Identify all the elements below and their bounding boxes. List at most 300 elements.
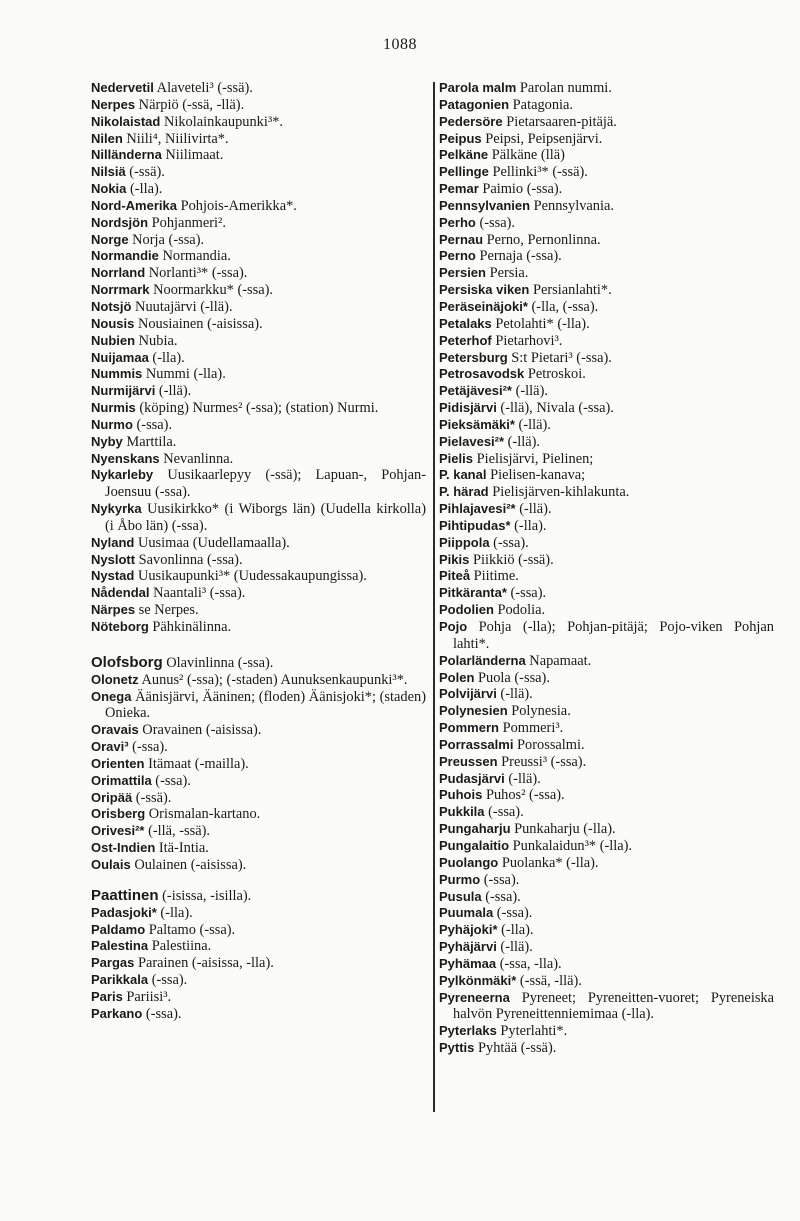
dictionary-entry	[91, 80, 426, 97]
entry-translation: (-ssa).	[493, 905, 533, 922]
entry-translation: Puhos² (-ssa).	[482, 787, 565, 804]
entry-headword: Perho	[439, 214, 476, 230]
entry-translation: Piikkiö (-ssä).	[469, 551, 554, 568]
entry-translation: Puola (-ssa).	[474, 669, 550, 686]
dictionary-entry	[439, 905, 774, 922]
entry-translation: Marttila.	[122, 433, 177, 450]
dictionary-entry	[439, 568, 774, 585]
entry-headword: Puolango	[439, 854, 499, 870]
dictionary-entry	[439, 737, 774, 754]
entry-translation: (-ssa).	[489, 534, 529, 551]
entry-headword: Olonetz	[91, 671, 139, 687]
dictionary-entry	[439, 97, 774, 114]
entry-headword: Petalaks	[439, 315, 492, 331]
dictionary-entry	[439, 720, 774, 737]
entry-translation: Paimio (-ssa).	[478, 181, 563, 198]
entry-headword: Normandie	[91, 248, 159, 264]
entry-headword: Polynesien	[439, 703, 508, 719]
entry-headword: Preussen	[439, 753, 498, 769]
dictionary-entry	[439, 686, 774, 703]
entry-translation: Petroskoi.	[524, 366, 586, 383]
dictionary-entry	[91, 857, 426, 874]
entry-translation: (-isissa, -isilla).	[158, 887, 252, 904]
entry-translation: (-llä).	[504, 433, 541, 450]
entry-translation: Olavinlinna (-ssa).	[162, 654, 274, 671]
entry-translation: (-ssa).	[128, 739, 168, 756]
entry-translation: Niili⁴, Niilivirta*.	[122, 130, 229, 147]
entry-translation: (-ssä, -llä).	[516, 972, 582, 989]
entry-translation: Nummi (-lla).	[142, 366, 226, 383]
entry-translation: Punkalaidun³* (-lla).	[509, 837, 633, 854]
dictionary-entry	[91, 366, 426, 383]
entry-headword: Orivesi²*	[91, 823, 145, 839]
entry-translation: Orismalan-kartano.	[145, 806, 261, 823]
dictionary-entry	[91, 773, 426, 790]
entry-translation: (-llä, -ssä).	[144, 823, 211, 840]
entry-headword: Pusula	[439, 888, 482, 904]
entry-translation: (-ssa, -lla).	[496, 955, 562, 972]
entry-translation: Pellinki³* (-ssä).	[488, 164, 588, 181]
entry-translation: (-ssa).	[475, 214, 516, 231]
entry-headword: Pyttis	[439, 1040, 475, 1056]
entry-translation: Itä-Intia.	[155, 840, 209, 857]
entry-headword: Petäjävesi²*	[439, 383, 512, 399]
dictionary-entry	[91, 417, 426, 434]
dictionary-entry	[91, 383, 426, 400]
entry-translation: Podolia.	[493, 602, 546, 619]
dictionary-entry	[439, 804, 774, 821]
dictionary-entry	[439, 299, 774, 316]
dictionary-entry	[91, 164, 426, 181]
right-column	[439, 80, 774, 1057]
entry-translation: (-ssa).	[484, 804, 524, 821]
entry-headword: Nedervetil	[91, 80, 154, 95]
entry-translation: Uusimaa (Uudellamaalla).	[134, 534, 290, 551]
entry-translation: Nousiainen (-aisissa).	[134, 315, 263, 332]
entry-headword: Pukkila	[439, 804, 485, 820]
dictionary-entry	[439, 754, 774, 771]
entry-translation: Pariisi³.	[122, 988, 172, 1005]
dictionary-entry	[439, 838, 774, 855]
entry-headword: Pojo	[439, 619, 468, 634]
dictionary-entry	[91, 938, 426, 955]
entry-headword: Padasjoki*	[91, 904, 157, 920]
entry-headword: Nyenskans	[91, 450, 160, 466]
dictionary-entry	[91, 790, 426, 807]
dictionary-entry	[91, 840, 426, 857]
entry-translation: Oulainen (-aisissa).	[130, 856, 247, 873]
entry-translation: Peipsi, Peipsenjärvi.	[481, 130, 603, 147]
dictionary-entry	[439, 147, 774, 164]
dictionary-entry	[91, 467, 426, 501]
entry-translation: Pyhtää (-ssä).	[474, 1040, 557, 1057]
dictionary-entry	[91, 147, 426, 164]
entry-headword: Peterhof	[439, 332, 492, 348]
dictionary-entry	[91, 451, 426, 468]
dictionary-entry	[439, 1023, 774, 1040]
entry-headword: Pylkönmäki*	[439, 972, 517, 988]
entry-translation: (-llä).	[514, 416, 551, 433]
entry-translation: Pommeri³.	[498, 720, 564, 737]
entry-headword: Pieksämäki*	[439, 416, 515, 432]
entry-headword: Nykarleby	[91, 467, 154, 483]
entry-headword: Pelkäne	[439, 147, 489, 163]
entry-headword: Orienten	[91, 755, 145, 771]
entry-headword: Pyhäjoki*	[439, 922, 498, 938]
entry-translation: (-lla).	[126, 181, 163, 198]
dictionary-entry	[439, 316, 774, 333]
entry-headword: Parikkala	[91, 972, 149, 988]
entry-headword: Pungaharju	[439, 821, 511, 837]
entry-headword: Paris	[91, 988, 123, 1004]
entry-translation: Porossalmi.	[513, 736, 585, 753]
dictionary-entry	[91, 756, 426, 773]
dictionary-entry	[439, 383, 774, 400]
entry-translation: Parainen (-aisissa, -lla).	[134, 955, 274, 972]
entry-translation: Itämaat (-mailla).	[144, 755, 249, 772]
entry-headword: Piteå	[439, 568, 471, 584]
entry-headword: Nubien	[91, 332, 136, 348]
entry-headword: Onega	[91, 688, 132, 704]
dictionary-entry	[439, 417, 774, 434]
entry-translation: (-lla).	[156, 904, 193, 921]
dictionary-entry	[439, 265, 774, 282]
entry-headword: Nykyrka	[91, 501, 142, 517]
entry-translation: (-llä), Nivala (-ssa).	[496, 400, 614, 417]
entry-translation: Nuutajärvi (-llä).	[131, 298, 233, 315]
entry-headword: Norge	[91, 231, 129, 247]
dictionary-entry	[439, 484, 774, 501]
dictionary-entry	[91, 689, 426, 723]
entry-translation: Uusikaupunki³* (Uudessakaupungissa).	[134, 568, 367, 585]
entry-headword: Pargas	[91, 955, 135, 971]
entry-headword: Pyreneerna	[439, 989, 510, 1005]
entry-headword: Petrosavodsk	[439, 366, 525, 382]
entry-translation: Pohjois-Amerikka*.	[176, 197, 297, 214]
entry-headword: Nilsiä	[91, 164, 126, 180]
dictionary-entry	[439, 248, 774, 265]
dictionary-entry	[91, 282, 426, 299]
entry-headword: Pihlajavesi²*	[439, 501, 516, 517]
entry-translation: (-lla).	[148, 349, 185, 366]
entry-translation: Pielisen-kanava;	[486, 467, 586, 484]
entry-headword: Polvijärvi	[439, 686, 497, 702]
dictionary-entry	[439, 451, 774, 468]
entry-headword: Pikis	[439, 551, 470, 567]
dictionary-entry	[439, 215, 774, 232]
entry-headword: P. kanal	[439, 467, 487, 483]
dictionary-entry	[439, 619, 774, 653]
entry-translation: Uusikirkko* (i Wiborgs län) (Uudella kirkolla) (i Åbo län) (-ssa).	[105, 501, 426, 534]
dictionary-entry	[91, 316, 426, 333]
entry-headword: Pemar	[439, 181, 479, 197]
dictionary-entry	[91, 552, 426, 569]
dictionary-entry	[439, 585, 774, 602]
dictionary-entry	[439, 350, 774, 367]
dictionary-entry	[439, 467, 774, 484]
dictionary-entry	[439, 872, 774, 889]
entry-translation: Oravainen (-aisissa).	[138, 722, 262, 739]
dictionary-entry	[439, 653, 774, 670]
dictionary-entry	[439, 501, 774, 518]
entry-headword: Peräseinäjoki*	[439, 298, 528, 314]
dictionary-entry	[91, 400, 426, 417]
entry-translation: Normandia.	[158, 248, 231, 265]
dictionary-entry	[91, 806, 426, 823]
entry-headword: Pudasjärvi	[439, 770, 505, 786]
entry-translation: Nikolainkaupunki³*.	[160, 113, 283, 130]
entry-headword: Nuijamaa	[91, 349, 149, 365]
dictionary-entry	[91, 585, 426, 602]
entry-headword: Puhois	[439, 787, 483, 803]
entry-headword: Närpes	[91, 602, 136, 618]
entry-translation: Pernaja (-ssa).	[475, 248, 562, 265]
entry-translation: Pielisjärven-kihlakunta.	[488, 484, 630, 501]
entry-headword: Pidisjärvi	[439, 400, 497, 416]
dictionary-entry	[439, 1040, 774, 1057]
dictionary-entry	[91, 888, 426, 905]
entry-translation: Pyreneet; Pyreneitten-vuoret; Pyreneiska halvön Pyreneittenniemimaa (-lla).	[453, 989, 774, 1023]
entry-headword: Pernau	[439, 231, 484, 247]
entry-headword: Oravais	[91, 722, 139, 738]
dictionary-entry	[91, 114, 426, 131]
dictionary-entry	[91, 501, 426, 535]
entry-translation: (-lla).	[497, 922, 534, 939]
dictionary-entry	[91, 131, 426, 148]
dictionary-entry	[91, 198, 426, 215]
dictionary-entry	[91, 535, 426, 552]
entry-translation: (-ssä).	[125, 164, 165, 181]
entry-translation: (-ssä).	[132, 789, 172, 806]
dictionary-entry	[91, 905, 426, 922]
dictionary-entry	[91, 568, 426, 585]
entry-headword: Nurmis	[91, 400, 136, 416]
entry-headword: Nummis	[91, 366, 143, 382]
page-number: 1088	[383, 36, 417, 53]
entry-translation: Savonlinna (-ssa).	[135, 551, 243, 568]
entry-headword: Nådendal	[91, 585, 150, 601]
entry-translation: Paltamo (-ssa).	[145, 921, 236, 938]
dictionary-entry	[91, 434, 426, 451]
entry-headword: Nöteborg	[91, 619, 149, 634]
entry-headword: Oripää	[91, 789, 133, 805]
dictionary-entry	[439, 282, 774, 299]
entry-translation: Noormarkku* (-ssa).	[149, 282, 274, 299]
entry-translation: (köping) Nurmes² (-ssa); (station) Nurmi.	[135, 400, 379, 417]
entry-translation: Pielisjärvi, Pielinen;	[472, 450, 594, 467]
entry-translation: se Nerpes.	[135, 602, 199, 619]
entry-headword: Pungalaitio	[439, 837, 510, 853]
dictionary-entry	[439, 889, 774, 906]
entry-translation: Pähkinälinna.	[148, 619, 232, 635]
dictionary-entry	[439, 198, 774, 215]
dictionary-entry	[439, 80, 774, 97]
dictionary-entry	[439, 787, 774, 804]
dictionary-entry	[439, 535, 774, 552]
entry-translation: Pennsylvania.	[530, 197, 614, 214]
entry-headword: Peipus	[439, 130, 482, 146]
entry-translation: (-llä).	[155, 383, 192, 400]
entry-translation: Piitime.	[470, 568, 519, 585]
entry-translation: Palestiina.	[148, 938, 212, 955]
entry-headword: Notsjö	[91, 298, 132, 314]
entry-headword: Nord-Amerika	[91, 197, 177, 213]
entry-translation: (-ssa).	[151, 772, 191, 789]
entry-translation: (-ssa).	[132, 416, 173, 433]
dictionary-entry	[439, 670, 774, 687]
entry-headword: Pihtipudas*	[439, 517, 511, 533]
entry-translation: Naantali³ (-ssa).	[149, 585, 246, 602]
entry-headword: Norrland	[91, 265, 146, 281]
entry-headword: Parkano	[91, 1005, 143, 1021]
entry-headword: Nordsjön	[91, 214, 149, 230]
entry-headword: Pommern	[439, 720, 499, 736]
entry-headword: Pennsylvanien	[439, 197, 531, 213]
entry-translation: Perno, Pernonlinna.	[483, 231, 601, 248]
dictionary-entry	[91, 333, 426, 350]
dictionary-entry	[91, 672, 426, 689]
entry-headword: Oulais	[91, 856, 131, 872]
section-gap	[91, 874, 426, 888]
entry-translation: Nevanlinna.	[159, 450, 234, 467]
dictionary-entry	[91, 823, 426, 840]
dictionary-entry	[439, 602, 774, 619]
dictionary-entry	[91, 972, 426, 989]
dictionary-entry	[91, 299, 426, 316]
dictionary-entry	[439, 990, 774, 1024]
entry-headword: Parola malm	[439, 80, 517, 95]
entry-headword: Nokia	[91, 181, 127, 197]
dictionary-entry	[91, 350, 426, 367]
entry-translation: Petolahti* (-lla).	[491, 315, 590, 332]
entry-headword: Nurmijärvi	[91, 383, 156, 399]
entry-translation: Uusikaarlepyy (-ssä); Lapuan-, Pohjan-Joensuu (-ssa).	[105, 467, 426, 501]
dictionary-entry	[91, 602, 426, 619]
entry-headword: Puumala	[439, 905, 494, 921]
dictionary-entry	[91, 181, 426, 198]
entry-translation: Pohja (-lla); Pohjan-pitäjä; Pojo-viken Pohjan lahti*.	[453, 619, 774, 652]
entry-headword: Pyhäjärvi	[439, 939, 497, 955]
dictionary-entry	[91, 989, 426, 1006]
dictionary-entry	[439, 973, 774, 990]
entry-headword: Olofsborg	[91, 653, 163, 671]
entry-headword: Piippola	[439, 534, 490, 550]
dictionary-entry	[439, 771, 774, 788]
entry-headword: Pyterlaks	[439, 1023, 497, 1039]
entry-translation: (-llä).	[504, 770, 541, 787]
entry-translation: Persianlahti*.	[529, 282, 612, 299]
entry-translation: Preussi³ (-ssa).	[497, 753, 587, 770]
entry-translation: (-llä).	[515, 501, 552, 518]
entry-headword: Nyland	[91, 534, 135, 550]
dictionary-entry	[439, 181, 774, 198]
entry-headword: Patagonien	[439, 96, 510, 112]
entry-translation: (-ssa).	[481, 888, 521, 905]
entry-headword: Purmo	[439, 871, 481, 887]
entry-translation: Pohjanmeri².	[148, 214, 226, 231]
entry-translation: Pälkäne (llä)	[488, 147, 565, 164]
dictionary-entry	[439, 855, 774, 872]
entry-headword: Nurmo	[91, 416, 133, 432]
dictionary-entry	[91, 655, 426, 672]
entry-headword: Persiska viken	[439, 282, 530, 298]
entry-translation: Parolan nummi.	[516, 80, 612, 96]
entry-translation: (-llä).	[512, 383, 548, 400]
entry-translation: S:t Pietari³ (-ssa).	[507, 349, 612, 366]
dictionary-entry	[439, 552, 774, 569]
entry-headword: Pellinge	[439, 164, 489, 180]
dictionary-entry	[439, 366, 774, 383]
entry-headword: Petersburg	[439, 349, 508, 365]
entry-translation: (-lla).	[510, 517, 547, 534]
entry-headword: Ost-Indien	[91, 840, 156, 856]
dictionary-entry	[91, 722, 426, 739]
entry-headword: Paldamo	[91, 921, 146, 937]
entry-headword: Pedersöre	[439, 113, 503, 129]
entry-translation: Napamaat.	[525, 652, 592, 669]
entry-translation: Nubia.	[135, 332, 178, 349]
entry-translation: Norlanti³* (-ssa).	[145, 265, 248, 282]
entry-translation: Niilimaat.	[161, 147, 224, 164]
entry-headword: Nyslott	[91, 551, 136, 567]
entry-headword: Persien	[439, 265, 486, 281]
dictionary-entry	[439, 400, 774, 417]
section-gap	[91, 636, 426, 655]
entry-headword: Oravi³	[91, 739, 129, 755]
entry-headword: Nilländerna	[91, 147, 162, 163]
entry-headword: Nerpes	[91, 96, 136, 112]
entry-headword: Nousis	[91, 315, 135, 331]
entry-translation: Pyterlahti*.	[496, 1023, 568, 1040]
entry-headword: Nilen	[91, 130, 123, 146]
entry-translation: Närpiö (-ssä, -llä).	[135, 96, 245, 113]
dictionary-entry	[439, 518, 774, 535]
dictionary-entry	[91, 248, 426, 265]
dictionary-entry	[439, 922, 774, 939]
dictionary-entry	[91, 97, 426, 114]
entry-headword: Polen	[439, 669, 475, 685]
entry-translation: (-ssa).	[148, 972, 188, 989]
entry-translation: (-lla, (-ssa).	[527, 298, 599, 315]
entry-headword: Perno	[439, 248, 476, 264]
dictionary-entry	[439, 956, 774, 973]
dictionary-entry	[439, 114, 774, 131]
entry-translation: (-llä).	[496, 686, 533, 703]
dictionary-entry	[439, 821, 774, 838]
entry-headword: Nyby	[91, 433, 123, 449]
entry-translation: Aunus² (-ssa); (-staden) Aunuksenkaupunki³*.	[138, 671, 408, 688]
entry-headword: Pielavesi²*	[439, 433, 505, 449]
dictionary-entry	[439, 939, 774, 956]
entry-translation: Persia.	[485, 265, 529, 282]
entry-translation: Patagonia.	[509, 96, 574, 113]
entry-headword: Podolien	[439, 602, 494, 618]
entry-headword: Nikolaistad	[91, 113, 161, 129]
entry-translation: Polynesia.	[507, 703, 571, 720]
entry-translation: Pietarsaaren-pitäjä.	[502, 113, 617, 130]
entry-headword: Norrmark	[91, 282, 150, 298]
entry-headword: Orimattila	[91, 772, 152, 788]
entry-headword: Pyhämaa	[439, 955, 497, 971]
entry-translation: (-llä).	[496, 939, 533, 956]
entry-headword: Porrassalmi	[439, 736, 514, 752]
entry-headword: Polarländerna	[439, 652, 526, 668]
entry-translation: (-ssa).	[142, 1005, 182, 1022]
entry-translation: (-ssa).	[480, 871, 520, 888]
dictionary-entry	[439, 333, 774, 350]
dictionary-entry	[439, 131, 774, 148]
dictionary-entry	[91, 232, 426, 249]
